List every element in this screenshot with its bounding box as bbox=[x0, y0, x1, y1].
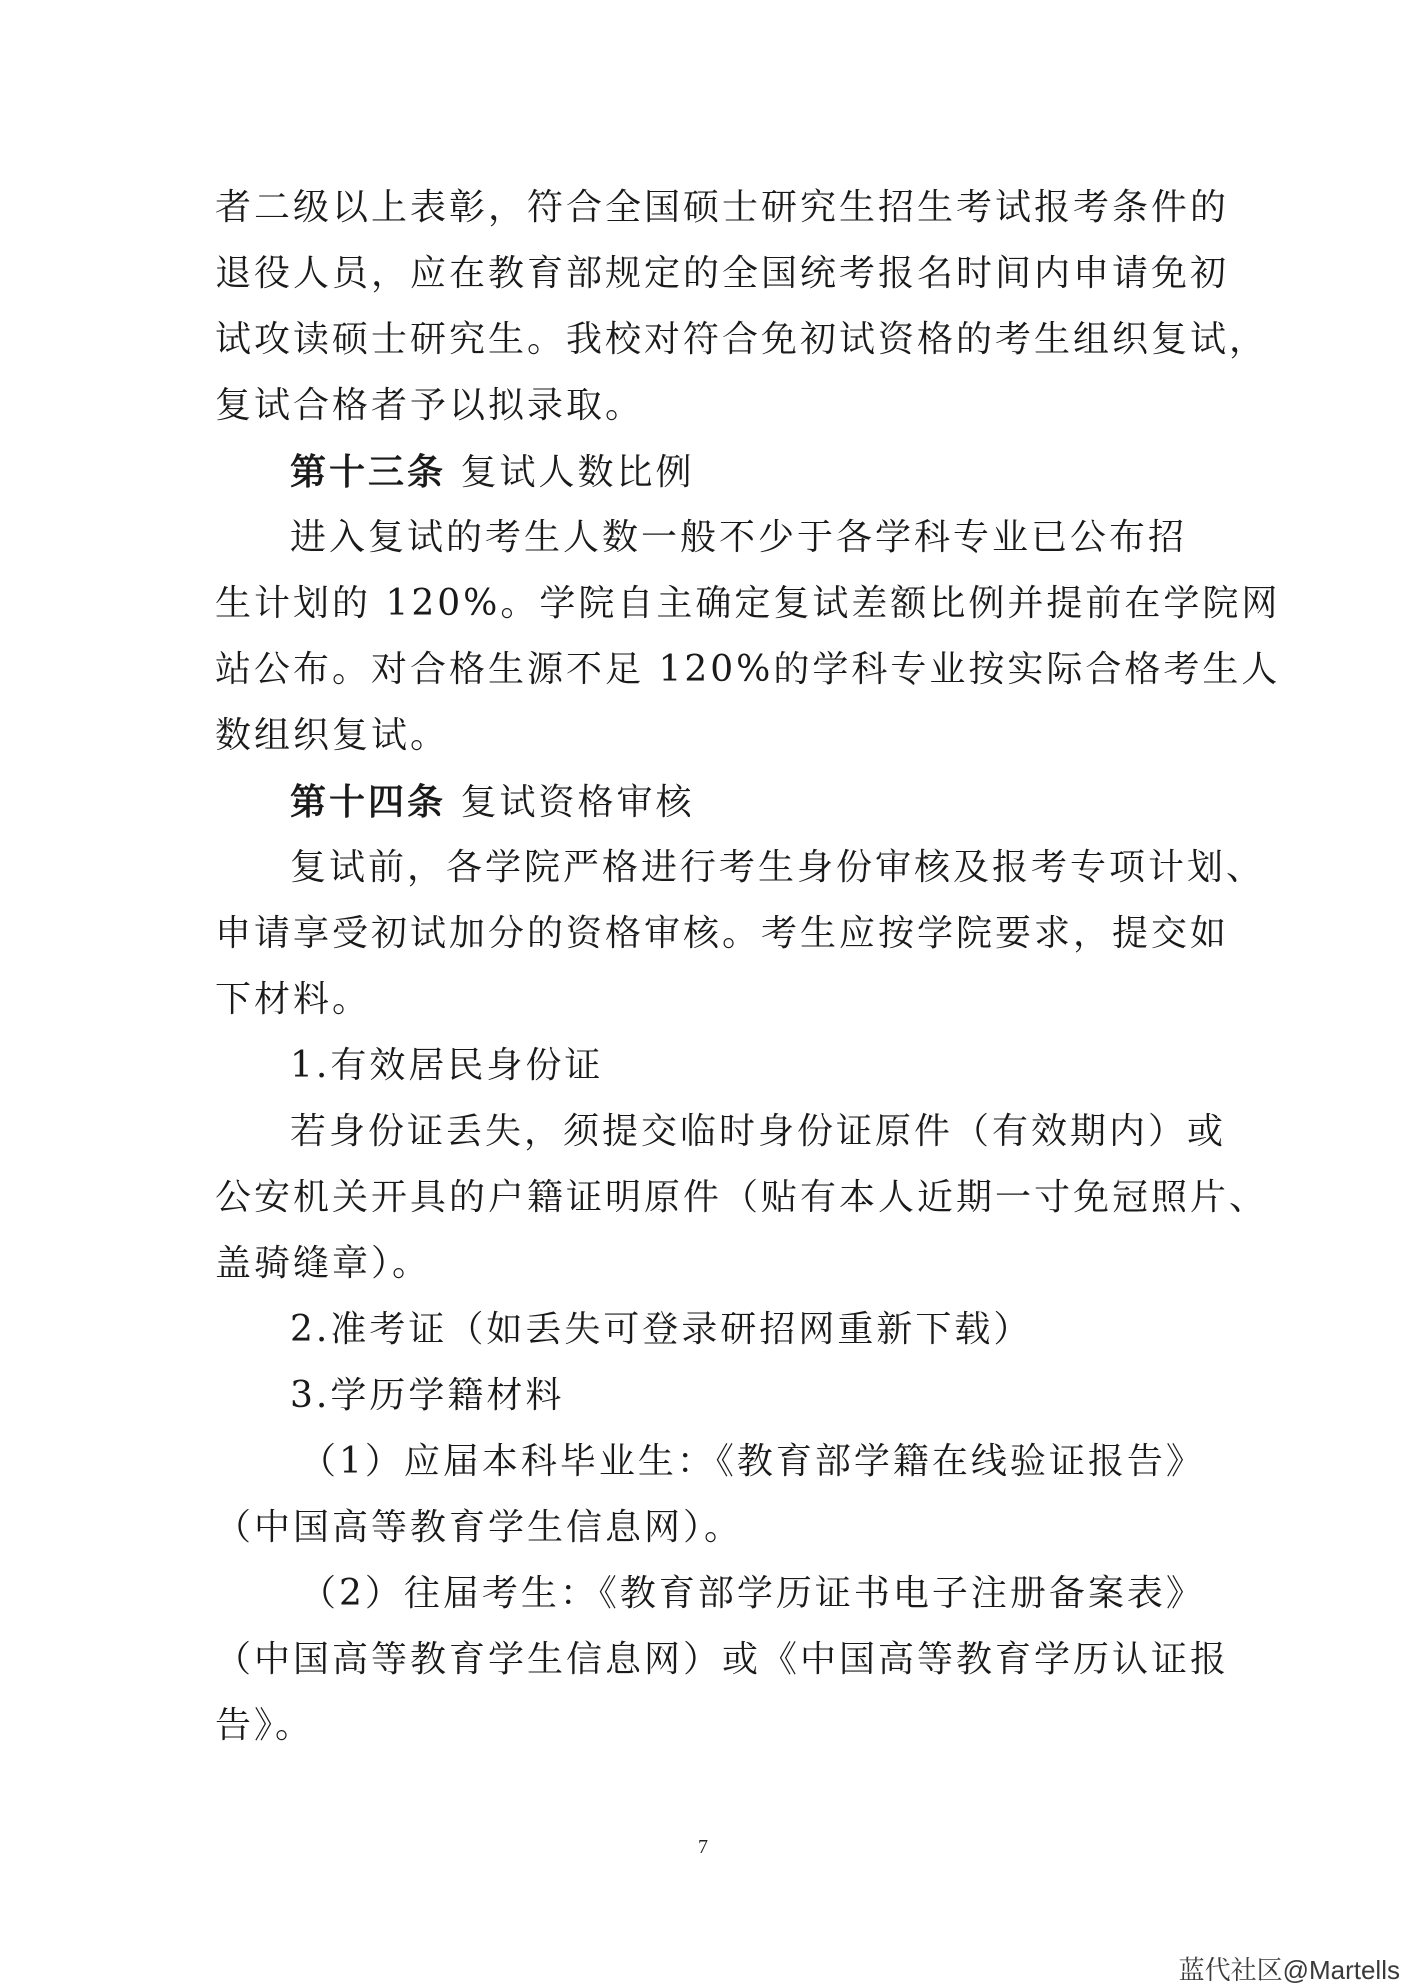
paragraph-line: 告》。 bbox=[215, 1705, 315, 1746]
article-14-number: 第十四条 bbox=[290, 781, 447, 823]
watermark-text: 蓝代社区@Martells bbox=[1178, 1955, 1400, 1985]
list-item-2: 2.准考证（如丢失可登录研招网重新下载） bbox=[290, 1309, 1033, 1350]
list-item-1: 1.有效居民身份证 bbox=[290, 1045, 604, 1086]
paragraph-line: 公安机关开具的户籍证明原件（贴有本人近期一寸免冠照片、 bbox=[215, 1177, 1269, 1218]
paragraph-line: 复试合格者予以拟录取。 bbox=[215, 385, 645, 426]
paragraph-line: 申请享受初试加分的资格审核。考生应按学院要求，提交如 bbox=[215, 913, 1230, 954]
article-13-number: 第十三条 bbox=[290, 451, 447, 493]
page-number: 7 bbox=[698, 1836, 708, 1858]
list-item-3: 3.学历学籍材料 bbox=[290, 1375, 565, 1416]
paragraph-line: 生计划的 120%。学院自主确定复试差额比例并提前在学院网 bbox=[215, 583, 1281, 624]
paragraph-line: 若身份证丢失，须提交临时身份证原件（有效期内）或 bbox=[290, 1111, 1227, 1152]
article-13-title: 复试人数比例 bbox=[460, 452, 695, 493]
paragraph-line: （中国高等教育学生信息网）。 bbox=[215, 1507, 744, 1548]
paragraph-line: （2）往届考生：《教育部学历证书电子注册备案表》 bbox=[300, 1573, 1205, 1614]
paragraph-line: （中国高等教育学生信息网）或《中国高等教育学历认证报 bbox=[215, 1639, 1230, 1680]
paragraph-line: 数组织复试。 bbox=[215, 715, 450, 756]
paragraph-line: （1）应届本科毕业生：《教育部学籍在线验证报告》 bbox=[300, 1441, 1205, 1482]
paragraph-line: 进入复试的考生人数一般不少于各学科专业已公布招 bbox=[290, 517, 1188, 558]
paragraph-line: 下材料。 bbox=[215, 979, 372, 1020]
paragraph-line: 试攻读硕士研究生。我校对符合免初试资格的考生组织复试， bbox=[215, 319, 1269, 360]
article-13-heading bbox=[290, 450, 1290, 495]
article-14-heading bbox=[290, 780, 1290, 825]
paragraph-line: 者二级以上表彰，符合全国硕士研究生招生考试报考条件的 bbox=[215, 187, 1230, 228]
paragraph-line: 盖骑缝章）。 bbox=[215, 1243, 432, 1284]
paragraph-line: 站公布。对合格生源不足 120%的学科专业按实际合格考生人 bbox=[215, 649, 1281, 690]
paragraph-line: 复试前，各学院严格进行考生身份审核及报考专项计划、 bbox=[290, 847, 1266, 888]
article-14-title: 复试资格审核 bbox=[460, 782, 695, 823]
paragraph-line: 退役人员，应在教育部规定的全国统考报名时间内申请免初 bbox=[215, 253, 1230, 294]
